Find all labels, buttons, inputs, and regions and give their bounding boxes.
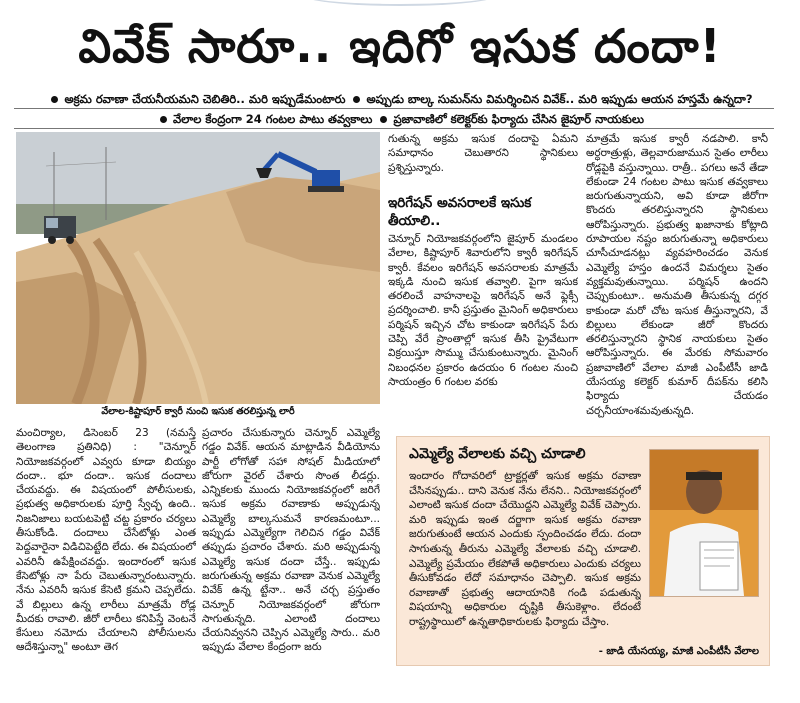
news-photo (16, 132, 380, 404)
bullet-icon (160, 116, 167, 123)
bullet-icon (380, 116, 387, 123)
photo-caption: వేలాల-కిష్టాపూర్ క్వారీ నుంచి ఇసుక తరలిస్తున్న లారీ (101, 406, 295, 417)
bullet-icon (51, 96, 58, 103)
article-column-4: మాత్రమే ఇసుక క్వారీ నడపాలి. కానీ అర్ధరాత్రుళ్లు, తెల్లవారుజామున సైతం లారీలు రోడ్లపైకి వస్తున్నాయి. రాత్రీ.. పగలు అనే తేడా లేకుండా 24 గంటల పాటు ఇసుక తవ్వకాలు జరుగుతున్నాయని, అవి కూడా జీరోగా కొందరు తరలిస్తున్నారని స్థానికులు ఆరోపిస్తున్నారు. ప్రభుత్వ ఖజానాకు కోట్లాది రూపాయల నష్టం జరుగుతున్నా అధికారులు చూసీచూడనట్లు వ్యవహరించడం వెనుక ఎమ్మెల్యే హస్తం ఉందనే విమర్శలు సైతం వ్యక్తమవుతున్నాయి. పర్మిషన్ ఉందని చెప్పుకుంటూ.. అనుమతి తీసుకున్న దగ్గర కాకుండా మరో చోట ఇసుక తీస్తున్నారని, వే బిల్లులు లేకుండా జీరో కొందరు తరలిస్తున్నారని స్థానిక నాయకులు సైతం ఆరోపిస్తున్నారు. ఈ మేరకు సోమవారం ప్రజావాణిలో వేలాల మాజీ ఎంపీటీసీ జాడి యేసయ్య కలెక్టర్ కుమార్ దీపక్‌ను కలిసి ఫిర్యాదు చేయడం చర్చనీయాంశమవుతున్నది. (586, 133, 768, 417)
divider (14, 128, 774, 129)
portrait-photo (649, 449, 759, 597)
bullet-icon (353, 96, 360, 103)
quote-credit: - జాడి యేసయ్య, మాజీ ఎంపీటీసీ వేలాల (598, 646, 759, 657)
article-column-3: చెన్నూర్ నియోజకవర్గంలోని జైపూర్ మండలం వేలాల, కిష్టాపూర్ శివారులోని క్వారీ ఇరిగేషన్ క్వారీ. కేవలం ఇరిగేషన్ అవసరాలకు మాత్రమే ఇక్కడి నుంచి ఇసుక తవ్వాలి. పైగా ఇసుక తరలించే వాహనాలపై ఇరిగేషన్ అనే ఫ్లెక్సీ ప్రదర్శించాలి. కానీ ప్రస్తుతం మైనింగ్ అధికారులు పర్మిషన్ ఇచ్చిన చోట కాకుండా ఇరిగేషన్ పేరు చెప్పి వేరే ప్రాంతాల్లో ఇసుక తీసి ప్రైవేటుగా విక్రయిస్తూ సొమ్ము చేసుకుంటున్నారు. మైనింగ్ నిబంధనల ప్రకారం ఉదయం 6 గంటల నుంచి సాయంత్రం 6 గంటల వరకు (388, 233, 578, 388)
subheadline: ప్రజావాణిలో కలెక్టర్‌కు ఫిర్యాదు చేసిన జైపూర్ నాయకులు (393, 112, 644, 126)
divider (14, 108, 774, 109)
article-column-2: ప్రచారం చేసుకున్నారు చెన్నూర్ ఎమ్మెల్యే గడ్డం వివేక్. ఆయన మాట్లాడిన వీడియోను పార్టీ లోగోతో సహా సోషల్ మీడియాలో జోరుగా వైరల్ చేశారు సొంత లీడర్లు. ఎన్నికలకు ముందు నియోజకవర్గంలో జరిగే ఇసుక అక్రమ రవాణాకు అప్పుడున్న ఎమ్మెల్యే బాల్కసుమనే కారణమంటూ... ఇప్పుడు ఎమ్మెల్యేగా గెలిచిన గడ్డం వివేక్ తప్పుడు ప్రచారం చేశారు. మరి అప్పుడున్న ఎమ్మెల్యే ఇసుక దందా చేస్తే.. ఇప్పుడు జరుగుతున్న అక్రమ రవాణా వెనుక ఎమ్మెల్యే వివేక్ ఉన్న ట్టేనా.. అనే చర్చ ప్రస్తుతం చెన్నూర్ నియోజకవర్గంలో జోరుగా సాగుతున్నది. ఎలాంటి దందాలు చేయనివ్వనని చెప్పిన ఎమ్మెల్యే సారు.. మరి ఇప్పుడు వేలాల కేంద్రంగా జరు (202, 427, 380, 654)
article-column-1: మంచిర్యాల, డిసెంబర్ 23 (నమస్తే తెలంగాణ ప్రతినిధి) : "చెన్నూర్ నియోజకవర్గంలో ఎవ్వరు కూడా బియ్యం దందా.. భూ దందా.. ఇసుక దందాలు చేయవద్దు. ఈ విషయంలో పోలీసులకు, ప్రభుత్వ అధికారులకు పూర్తి స్వేచ్ఛ ఉంది.. నిజనిజాలు బయటపెట్టి చట్ట ప్రకారం చర్యలు తీసుకోండి. దందాలు చేసేటోళ్లు ఎంత పెద్దవారైనా విడిచిపెట్టేది లేదు. ఈ విషయంలో ఎవరినీ ఉపేక్షించవద్దు. ఇందారంలో ఇసుక కేసెటోళ్లు నా పేరు చెబుతున్నారంటున్నారు. నేను ఎవరినీ ఇసుక కేసెటి క్రమని చెప్పలేదు. వే బిల్లులు ఉన్న లారీలు మాత్రమే రోడ్ల మీదకు రావాలి. జీరో లారీలు కనిపిస్తే వెంటనే కేసులు నమోదు చేయాలని పోలీసులను ఆదేశిస్తున్నా" అంటూ తెగ (16, 427, 196, 654)
subheadline-row-2 (0, 112, 800, 129)
sand-quarry-photo (16, 132, 380, 404)
subheadline: అక్రమ రవాణా చేయనీయమని చెబితిరి.. మరి ఇప్పుడేమంటారు (64, 92, 346, 106)
subheadline-row-1 (0, 92, 800, 109)
headline: వివేక్ సారూ.. ఇదిగో ఇసుక దందా! (78, 19, 722, 73)
subheadline: వేలాల కేంద్రంగా 24 గంటల పాటు తవ్వకాలు (173, 112, 373, 126)
decorative-arc (300, 0, 500, 6)
quote-box-text: ఇందారం గోదావరిలో ట్రాక్టర్లతో ఇసుక అక్రమ రవాణా చేసినప్పుడు.. దాని వెనుక నేను లేనని.. నియోజకవర్గంలో ఎలాంటి ఇసుక దందా చేయొద్దని ఎమ్మెల్యే వివేక్ చెప్పారు. మరి ఇప్పుడు ఇంత దర్జాగా ఇసుక అక్రమ రవాణా జరుగుతుంటే ఆయన ఎందుకు స్పందించడం లేదు. దందా సాగుతున్న తీరును ఎమ్మెల్యే వేలాలకు వచ్చి చూడాలి. ఎమ్మెల్యే ప్రమేయం లేకపోతే అధికారులు ఎందుకు చర్యలు తీసుకోవడం లేదో సమాధానం చెప్పాలి. ఇసుక అక్రమ రవాణాతో ప్రభుత్వ ఆదాయానికి గండి పడుతున్న విషయాన్ని అధికారుల దృష్టికి తీసుకెళ్లాం. లేదంటే రాష్ట్రస్థాయిలో ఉన్నతాధికారులకు ఫిర్యాదు చేస్తాం. (409, 470, 641, 628)
quote-box (396, 436, 770, 666)
section-heading: ఇరిగేషన్ అవసరాలకే ఇసుక తీయాలి.. (388, 195, 532, 229)
subheadline: అప్పుడు బాల్క సుమన్‌ను విమర్శించిన వివేక్.. మరి ఇప్పుడు ఆయన హస్తమే ఉన్నదా? (366, 92, 753, 106)
article-column-3-top: గుతున్న అక్రమ ఇసుక దందాపై ఏమని సమాధానం చెబుతారని స్థానికులు ప్రశ్నిస్తున్నారు. (388, 133, 578, 174)
person-holding-document-image (650, 450, 758, 596)
quote-box-title: ఎమ్మెల్యే వేలాలకు వచ్చి చూడాలి (409, 446, 586, 462)
